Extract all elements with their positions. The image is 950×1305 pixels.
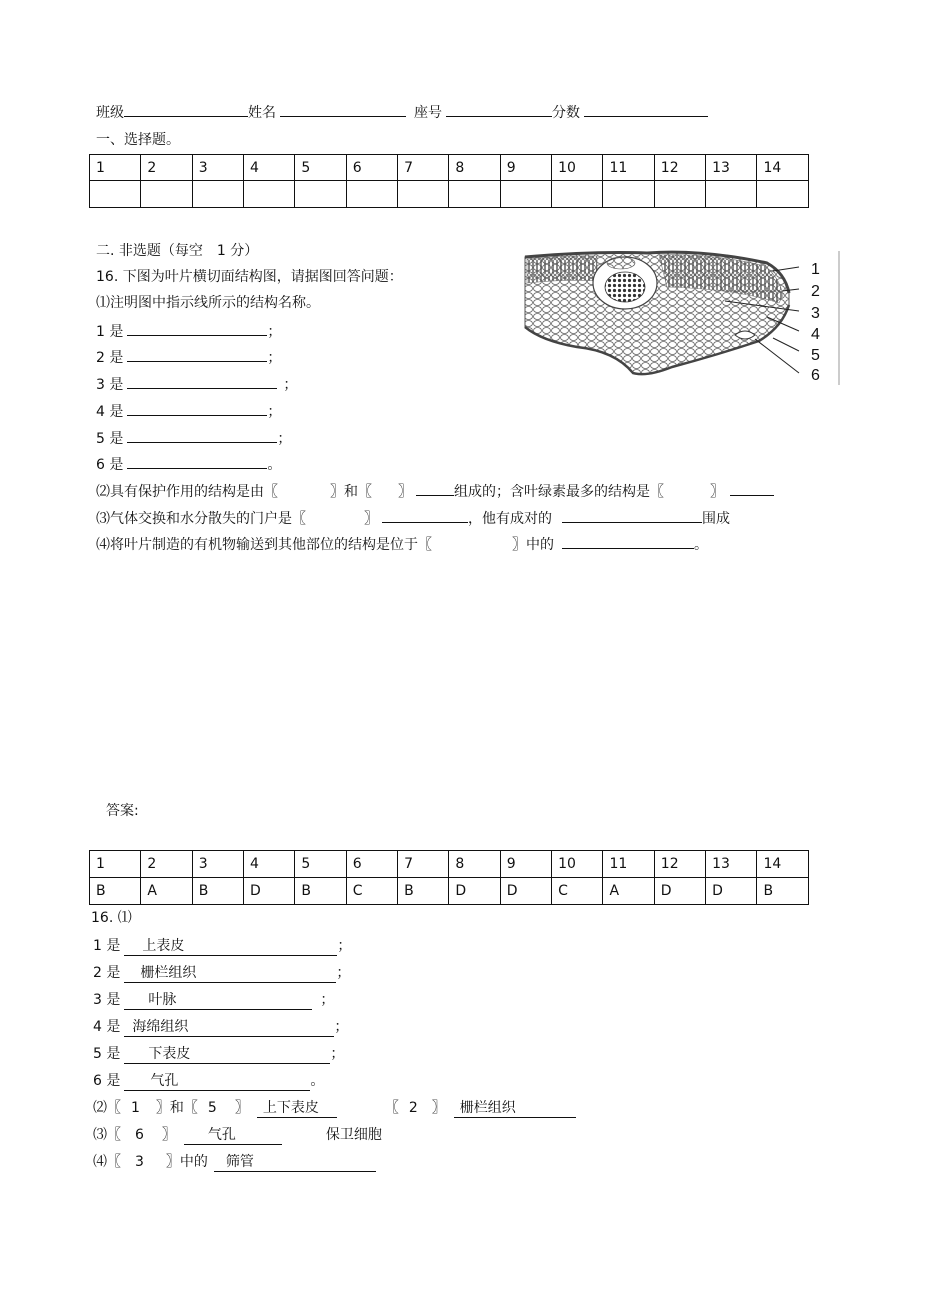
table-cell: B <box>398 878 449 905</box>
table-cell: C <box>552 878 603 905</box>
answer-number: 5 <box>207 1100 217 1116</box>
item-blank[interactable] <box>127 346 267 362</box>
blank[interactable] <box>416 480 454 496</box>
item-prefix: 6 是 <box>93 1073 121 1089</box>
answer-key-table <box>89 850 809 905</box>
header-row <box>96 101 708 122</box>
answer-cell[interactable] <box>398 181 449 208</box>
table-cell: 13 <box>706 155 757 181</box>
item-blank[interactable] <box>127 373 277 389</box>
item-blank[interactable] <box>127 427 277 443</box>
text: 〗和〖 <box>330 484 372 500</box>
answer-value: 栅栏组织 <box>454 1097 576 1118</box>
answer-cell[interactable] <box>244 181 295 208</box>
table-cell: 12 <box>654 155 705 181</box>
table-cell: 3 <box>192 155 243 181</box>
answer-cell[interactable] <box>603 181 654 208</box>
answer-number: 1 <box>131 1100 140 1116</box>
item-prefix: 5 是 <box>96 431 124 447</box>
table-cell: B <box>757 878 809 905</box>
text: ⑵〖 <box>93 1100 121 1116</box>
q16-item-1 <box>96 320 281 341</box>
answer-cell[interactable] <box>346 181 397 208</box>
answer-cell[interactable] <box>500 181 551 208</box>
item-answer: 下表皮 <box>124 1043 330 1064</box>
text: 组成的；含叶绿素最多的结构是〖 <box>454 484 664 500</box>
table-cell: 5 <box>295 155 346 181</box>
table-cell: 12 <box>654 851 705 878</box>
item-end: ； <box>283 377 298 393</box>
answer-cell[interactable] <box>654 181 705 208</box>
item-answer: 上表皮 <box>124 935 337 956</box>
table-cell: 9 <box>500 155 551 181</box>
text: 〗 <box>710 484 724 500</box>
answer16-part2 <box>93 1097 576 1118</box>
answer16-item-3 <box>93 989 334 1010</box>
item-prefix: 1 是 <box>93 938 121 954</box>
table-cell: B <box>295 878 346 905</box>
q16-item-2 <box>96 346 281 367</box>
table-row-numbers <box>90 155 809 181</box>
table-cell: 10 <box>552 851 603 878</box>
table-cell: 1 <box>90 851 141 878</box>
text: 〗 <box>398 484 412 500</box>
item-end: ； <box>267 350 282 366</box>
text: ⑵具有保护作用的结构是由〖 <box>96 484 278 500</box>
text: 〗 <box>161 1127 176 1143</box>
blank[interactable] <box>562 507 702 523</box>
text: 〗 <box>364 511 378 527</box>
table-cell: 2 <box>141 155 192 181</box>
table-cell: 2 <box>141 851 192 878</box>
table-cell: D <box>244 878 295 905</box>
answer-cell[interactable] <box>552 181 603 208</box>
blank[interactable] <box>382 507 468 523</box>
text: 〗中的 <box>512 537 554 553</box>
text: 〗 <box>234 1100 249 1116</box>
answer-value: 筛管 <box>214 1151 376 1172</box>
item-end: ； <box>330 1046 345 1062</box>
answer-number: 6 <box>135 1127 144 1143</box>
section1-title: 一、选择题。 <box>96 132 180 148</box>
item-end: 。 <box>310 1073 325 1089</box>
table-row-numbers <box>90 851 809 878</box>
table-cell: 4 <box>244 851 295 878</box>
item-prefix: 5 是 <box>93 1046 121 1062</box>
item-blank[interactable] <box>127 453 267 469</box>
answer-value: 气孔 <box>184 1124 282 1145</box>
table-cell: 4 <box>244 155 295 181</box>
question16-title: 16. 下图为叶片横切面结构图，请据图回答问题： <box>96 269 403 285</box>
blank[interactable] <box>562 533 694 549</box>
item-end: ； <box>336 965 351 981</box>
question16-part1: ⑴注明图中指示线所示的结构名称。 <box>96 295 320 311</box>
answer-cell[interactable] <box>90 181 141 208</box>
item-prefix: 3 是 <box>96 377 124 393</box>
text: 〖 <box>384 1100 399 1116</box>
answer-title: 答案: <box>106 803 139 819</box>
answer-number: 2 <box>408 1100 418 1116</box>
text: 。 <box>694 537 708 553</box>
table-cell: B <box>90 878 141 905</box>
answer16-head: 16. ⑴ <box>91 910 132 926</box>
q16-item-6 <box>96 453 281 474</box>
text: 〗和〖 <box>155 1100 198 1116</box>
table-cell: 7 <box>398 851 449 878</box>
item-end: ； <box>267 404 282 420</box>
table-cell: D <box>706 878 757 905</box>
item-end: ； <box>267 324 282 340</box>
figure-label-2: 2 <box>811 283 820 300</box>
question16-part2 <box>96 480 774 501</box>
table-cell: 14 <box>757 851 809 878</box>
item-end: ； <box>337 938 352 954</box>
table-cell: 14 <box>757 155 809 181</box>
answer16-item-6 <box>93 1070 324 1091</box>
score-field[interactable] <box>584 101 708 117</box>
table-cell: 11 <box>603 155 654 181</box>
blank[interactable] <box>730 480 774 496</box>
question16-part3 <box>96 507 730 528</box>
table-cell: 5 <box>295 851 346 878</box>
item-end: ； <box>277 431 292 447</box>
answer16-part3 <box>93 1124 382 1145</box>
table-cell: 8 <box>449 155 500 181</box>
section2-title: 二. 非选题（每空 1 分） <box>96 243 259 259</box>
class-label: 班级 <box>96 105 124 121</box>
item-answer: 栅栏组织 <box>124 962 336 983</box>
item-end: ； <box>320 992 335 1008</box>
table-cell: D <box>654 878 705 905</box>
class-field[interactable] <box>124 101 248 117</box>
item-prefix: 1 是 <box>96 324 124 340</box>
item-answer: 气孔 <box>124 1070 310 1091</box>
table-row-answers <box>90 181 809 208</box>
answer-value: 上下表皮 <box>257 1097 337 1118</box>
answer-value: 保卫细胞 <box>325 1127 382 1143</box>
item-end: 。 <box>267 457 282 473</box>
leaf-cross-section-figure <box>497 243 842 388</box>
table-cell: 10 <box>552 155 603 181</box>
table-cell: 3 <box>192 851 243 878</box>
table-cell: 1 <box>90 155 141 181</box>
table-cell: 9 <box>500 851 551 878</box>
table-row-answers <box>90 878 809 905</box>
text: 围成 <box>702 511 730 527</box>
answer-cell[interactable] <box>295 181 346 208</box>
figure-label-4: 4 <box>811 326 820 343</box>
answer-number: 3 <box>135 1154 144 1170</box>
item-blank[interactable] <box>127 320 267 336</box>
text: ，他有成对的 <box>468 511 552 527</box>
answer-cell[interactable] <box>449 181 500 208</box>
answer16-part4 <box>93 1151 376 1172</box>
table-cell: A <box>603 878 654 905</box>
text: ⑶〖 <box>93 1127 121 1143</box>
figure-label-1: 1 <box>811 261 820 278</box>
item-prefix: 2 是 <box>93 965 121 981</box>
item-blank[interactable] <box>127 400 267 416</box>
score-label: 分数 <box>552 105 580 121</box>
answer16-item-2 <box>93 962 350 983</box>
text: ⑷〖 <box>93 1154 121 1170</box>
text: ⑷将叶片制造的有机物输送到其他部位的结构是位于〖 <box>96 537 432 553</box>
item-prefix: 6 是 <box>96 457 124 473</box>
table-cell: 7 <box>398 155 449 181</box>
item-end: ； <box>334 1019 349 1035</box>
table-cell: D <box>449 878 500 905</box>
text: 〗中的 <box>165 1154 208 1170</box>
q16-item-3 <box>96 373 297 394</box>
answer16-item-1 <box>93 935 351 956</box>
figure-label-3: 3 <box>811 305 820 322</box>
table-cell: D <box>500 878 551 905</box>
name-field[interactable] <box>280 101 406 117</box>
figure-label-5: 5 <box>811 347 820 364</box>
table-cell: 11 <box>603 851 654 878</box>
table-cell: 8 <box>449 851 500 878</box>
item-prefix: 2 是 <box>96 350 124 366</box>
text: ⑶气体交换和水分散失的门户是〖 <box>96 511 306 527</box>
answer-cell[interactable] <box>706 181 757 208</box>
item-answer: 叶脉 <box>124 989 312 1010</box>
name-label: 姓名 <box>248 105 276 121</box>
text: 〗 <box>431 1100 446 1116</box>
answer-cell[interactable] <box>192 181 243 208</box>
q16-item-4 <box>96 400 281 421</box>
figure-label-6: 6 <box>811 367 820 384</box>
table-cell: 6 <box>346 155 397 181</box>
answer-cell[interactable] <box>757 181 809 208</box>
seat-field[interactable] <box>446 101 552 117</box>
answer-cell[interactable] <box>141 181 192 208</box>
table-cell: 13 <box>706 851 757 878</box>
answer16-item-4 <box>93 1016 348 1037</box>
item-answer: 海绵组织 <box>124 1016 334 1037</box>
answer16-item-5 <box>93 1043 344 1064</box>
item-prefix: 4 是 <box>96 404 124 420</box>
question16-part4 <box>96 533 708 554</box>
table-cell: B <box>192 878 243 905</box>
q16-item-5 <box>96 427 291 448</box>
item-prefix: 3 是 <box>93 992 121 1008</box>
seat-label: 座号 <box>414 105 442 121</box>
table-cell: A <box>141 878 192 905</box>
item-prefix: 4 是 <box>93 1019 121 1035</box>
table-cell: 6 <box>346 851 397 878</box>
table-cell: C <box>346 878 397 905</box>
choice-answer-table <box>89 154 809 208</box>
